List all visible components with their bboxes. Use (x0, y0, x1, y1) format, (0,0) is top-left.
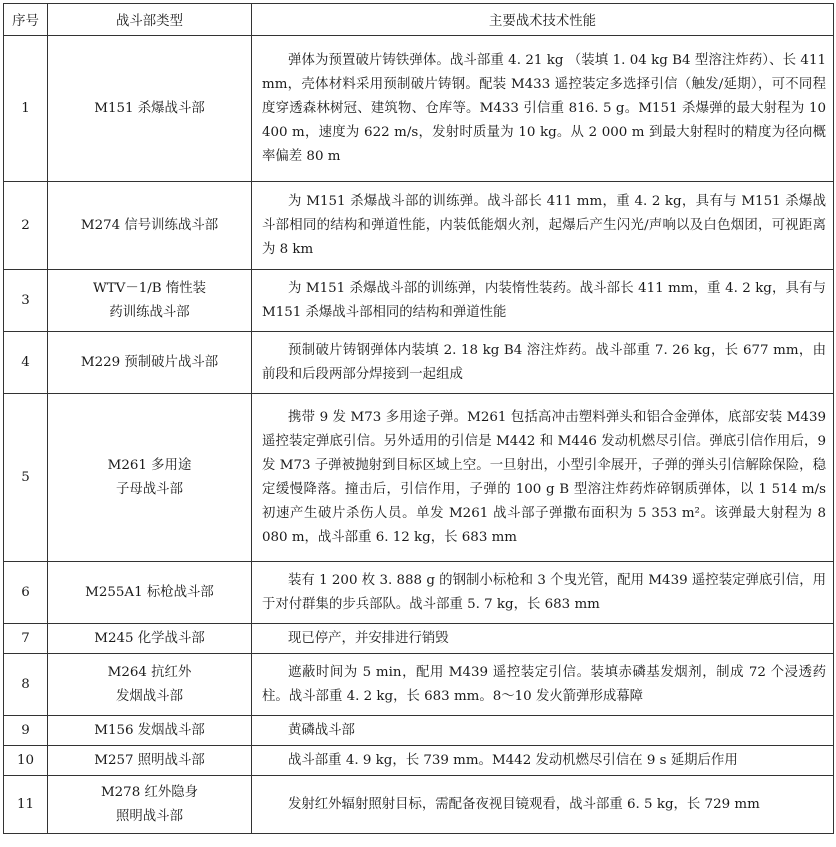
table-body (4, 36, 834, 834)
warhead-type-line: M261 多用途 (107, 457, 192, 473)
table-row (4, 654, 834, 716)
row-warhead-type (48, 654, 252, 716)
warhead-type-line: M255A1 标枪战斗部 (85, 584, 214, 600)
header-warhead-type: 战斗部类型 (48, 4, 252, 36)
row-warhead-type (48, 332, 252, 394)
warhead-type-line: M274 信号训练战斗部 (80, 217, 219, 233)
table-header (4, 4, 834, 36)
row-index: 5 (4, 394, 48, 562)
row-index: 8 (4, 654, 48, 716)
header-performance: 主要战术技术性能 (252, 4, 834, 36)
warhead-type-line: M156 发烟战斗部 (94, 722, 205, 738)
row-warhead-type (48, 182, 252, 270)
table-row (4, 716, 834, 746)
warhead-type-line: M151 杀爆战斗部 (94, 100, 205, 116)
table-row (4, 182, 834, 270)
row-index: 2 (4, 182, 48, 270)
row-performance: 遮蔽时间为 5 min，配用 M439 遥控装定引信。装填赤磷基发烟剂，制成 72 个浸透药柱。战斗部重 4. 2 kg，长 683 mm。8～10 发火箭弹形成幕障 (252, 654, 834, 716)
warhead-type-line: M278 红外隐身 (100, 784, 199, 800)
warhead-type-line: WTV－1/B 惰性装 (92, 280, 207, 296)
warhead-type-line: M257 照明战斗部 (94, 752, 205, 768)
table-row (4, 270, 834, 332)
row-warhead-type (48, 746, 252, 776)
row-performance: 装有 1 200 枚 3. 888 g 的钢制小标枪和 3 个曳光管，配用 M439 遥控装定弹底引信，用于对付群集的步兵部队。战斗部重 5. 7 kg，长 683 mm (252, 562, 834, 624)
row-index: 11 (4, 776, 48, 834)
warhead-type-line: M264 抗红外 (107, 664, 192, 680)
row-warhead-type (48, 716, 252, 746)
row-performance: 弹体为预置破片铸铁弹体。战斗部重 4. 21 kg （装填 1. 04 kg B4 型溶注炸药）、长 411 mm，壳体材料采用预制破片铸钢。配装 M433 遥控装定多选择引信（触发/延期），可不同程度穿透森林树冠、建筑物、仓库等。M433 引信重 816. 5 g。M151 杀爆弹的最大射程为 10 400 m，速度为 622 m/s，发射时质量为 10 kg。从 2 000 m 到最大射程时的精度为径向概率偏差 80 m (252, 36, 834, 182)
warhead-type-line: M245 化学战斗部 (94, 630, 205, 646)
row-performance: 黄磷战斗部 (252, 716, 834, 746)
warhead-type-line: 药训练战斗部 (109, 304, 190, 320)
table-row (4, 776, 834, 834)
table-row (4, 624, 834, 654)
row-performance: 战斗部重 4. 9 kg，长 739 mm。M442 发动机燃尽引信在 9 s 延期后作用 (252, 746, 834, 776)
row-warhead-type (48, 36, 252, 182)
row-performance: 为 M151 杀爆战斗部的训练弹。战斗部长 411 mm，重 4. 2 kg，具有与 M151 杀爆战斗部相同的结构和弹道性能，内装低能烟火剂，起爆后产生闪光/声响以及白色烟团，可视距离为 8 km (252, 182, 834, 270)
row-warhead-type (48, 394, 252, 562)
row-index: 6 (4, 562, 48, 624)
table-row (4, 746, 834, 776)
row-index: 3 (4, 270, 48, 332)
row-performance: 预制破片铸钢弹体内装填 2. 18 kg B4 溶注炸药。战斗部重 7. 26 kg，长 677 mm，由前段和后段两部分焊接到一起组成 (252, 332, 834, 394)
row-index: 9 (4, 716, 48, 746)
row-index: 4 (4, 332, 48, 394)
warhead-type-line: M229 预制破片战斗部 (80, 354, 219, 370)
row-warhead-type (48, 270, 252, 332)
row-warhead-type (48, 776, 252, 834)
header-index: 序号 (4, 4, 48, 36)
row-performance: 现已停产，并安排进行销毁 (252, 624, 834, 654)
row-index: 1 (4, 36, 48, 182)
table-row (4, 394, 834, 562)
table-row (4, 332, 834, 394)
row-warhead-type (48, 562, 252, 624)
row-index: 7 (4, 624, 48, 654)
row-performance: 为 M151 杀爆战斗部的训练弹，内装惰性装药。战斗部长 411 mm，重 4. 2 kg，具有与 M151 杀爆战斗部相同的结构和弹道性能 (252, 270, 834, 332)
row-index: 10 (4, 746, 48, 776)
warhead-table (3, 3, 834, 834)
warhead-type-line: 发烟战斗部 (116, 688, 183, 704)
table-row (4, 36, 834, 182)
warhead-type-line: 子母战斗部 (116, 481, 183, 497)
table-row (4, 562, 834, 624)
row-performance: 携带 9 发 M73 多用途子弹。M261 包括高冲击塑料弹头和铝合金弹体，底部安装 M439 遥控装定弹底引信。另外适用的引信是 M442 和 M446 发动机燃尽引信。弹底引信作用后，9 发 M73 子弹被抛射到目标区域上空。一旦射出，小型引伞展开，子弹的弹头引信解除保险，稳定缓慢降落。撞击后，引信作用，子弹的 100 g B 型溶注炸药炸碎钢质弹体，以 1 514 m/s 初速产生破片杀伤人员。单发 M261 战斗部子弹撒布面积为 5 353 m²。该弹最大射程为 8 080 m，战斗部重 6. 12 kg，长 683 mm (252, 394, 834, 562)
warhead-type-line: 照明战斗部 (116, 808, 183, 824)
row-warhead-type (48, 624, 252, 654)
row-performance: 发射红外辐射照射目标，需配备夜视目镜观看，战斗部重 6. 5 kg，长 729 mm (252, 776, 834, 834)
